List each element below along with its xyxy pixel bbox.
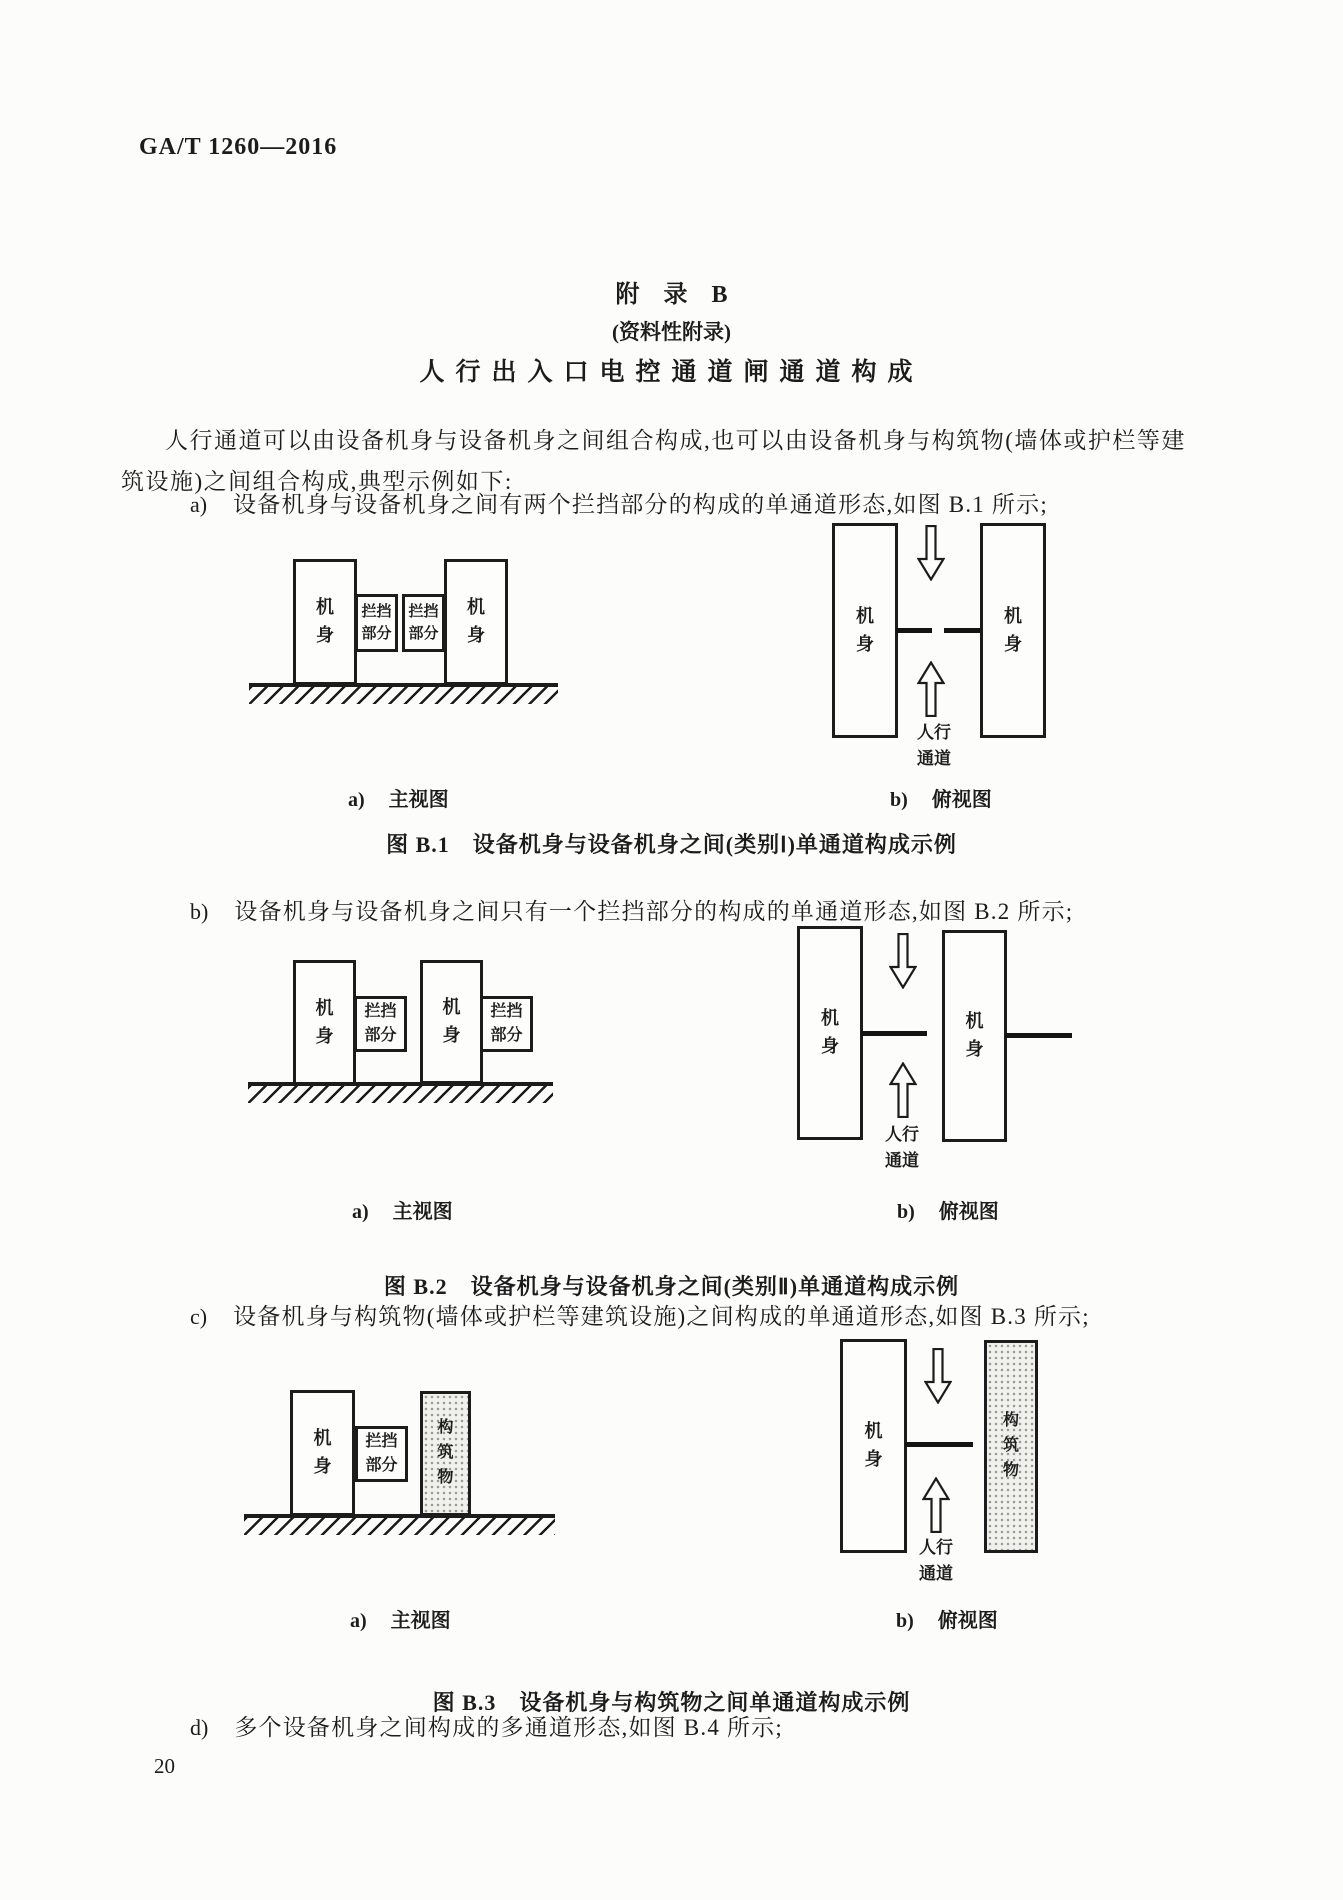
up-arrow-icon [889, 1062, 917, 1118]
machine-body-box [293, 960, 356, 1085]
machine-body-box [797, 926, 863, 1140]
list-item-b [190, 893, 1073, 926]
front-view-caption: a) 主视图 [352, 1201, 453, 1223]
page-number: 20 [154, 1754, 175, 1778]
machine-body-box [840, 1339, 907, 1553]
top-view-caption: b) 俯视图 [890, 789, 992, 811]
machine-body-label: 机身 [856, 605, 874, 654]
list-text-a: 设备机身与设备机身之间有两个拦挡部分的构成的单通道形态,如图 B.1 所示; [233, 492, 1048, 517]
pedestrian-passage-label: 人行通道 [917, 723, 951, 768]
list-marker-c: c) [190, 1304, 208, 1329]
barrier-part-box [480, 996, 533, 1052]
barrier-part-label: 拦挡部分 [361, 603, 392, 642]
structure-label: 构筑物 [1002, 1412, 1019, 1479]
barrier-part-label: 拦挡部分 [364, 1003, 397, 1044]
machine-body-box [942, 930, 1007, 1142]
list-item-a [190, 486, 1048, 519]
front-view-caption: a) 主视图 [350, 1610, 451, 1632]
machine-body-label: 机身 [864, 1421, 883, 1469]
figure-b1-caption: 图 B.1 设备机身与设备机身之间(类别Ⅰ)单通道构成示例 [386, 832, 957, 857]
standard-code: GA/T 1260—2016 [139, 134, 338, 160]
machine-body-box [420, 960, 483, 1084]
appendix-heading: 人行出入口电控通道闸通道构成 [419, 359, 924, 386]
barrier-part-label: 拦挡部分 [490, 1003, 523, 1044]
barrier-flap-line [861, 1031, 927, 1036]
appendix-title: 附 录 B [615, 282, 728, 308]
machine-body-label: 机身 [1004, 605, 1022, 654]
machine-body-box [832, 523, 898, 738]
ground-hatch [244, 1518, 555, 1535]
machine-body-label: 机身 [315, 997, 334, 1046]
list-marker-a: a) [190, 492, 208, 517]
pedestrian-passage-label: 人行通道 [919, 1538, 953, 1583]
machine-body-label: 机身 [316, 597, 334, 645]
intro-line-1: 人行通道可以由设备机身与设备机身之间组合构成,也可以由设备机身与构筑物(墙体或护栏等建 [165, 428, 1186, 453]
barrier-part-box [402, 594, 445, 652]
machine-body-label: 机身 [313, 1428, 332, 1476]
list-marker-b: b) [190, 899, 209, 924]
down-arrow-icon [917, 525, 945, 581]
down-arrow-icon [889, 933, 917, 989]
list-text-d: 多个设备机身之间构成的多通道形态,如图 B.4 所示; [234, 1715, 783, 1740]
ground-hatch [249, 687, 558, 704]
list-text-c: 设备机身与构筑物(墙体或护栏等建筑设施)之间构成的单通道形态,如图 B.3 所示; [233, 1304, 1090, 1329]
machine-body-box [980, 523, 1046, 738]
barrier-flap-line [896, 628, 932, 633]
barrier-part-box [355, 1426, 408, 1482]
ground-hatch [248, 1086, 553, 1103]
appendix-subtitle: (资料性附录) [612, 320, 731, 344]
front-view-caption: a) 主视图 [348, 789, 449, 811]
barrier-part-box [355, 594, 398, 652]
list-text-b: 设备机身与设备机身之间只有一个拦挡部分的构成的单通道形态,如图 B.2 所示; [234, 899, 1074, 924]
pedestrian-passage-label: 人行通道 [885, 1125, 919, 1170]
list-item-d [190, 1709, 783, 1742]
list-item-c [190, 1298, 1090, 1331]
top-view-caption: b) 俯视图 [896, 1610, 998, 1632]
machine-body-box [293, 559, 357, 685]
list-marker-d: d) [190, 1715, 209, 1740]
top-view-caption: b) 俯视图 [897, 1201, 999, 1223]
barrier-part-label: 拦挡部分 [365, 1433, 398, 1474]
machine-body-label: 机身 [442, 997, 461, 1045]
barrier-flap-line [905, 1442, 973, 1447]
structure-box [984, 1340, 1038, 1553]
structure-box [420, 1391, 471, 1516]
barrier-part-box [354, 996, 407, 1052]
structure-label: 构筑物 [437, 1419, 454, 1486]
machine-body-box [290, 1390, 355, 1516]
machine-body-label: 机身 [821, 1008, 839, 1056]
barrier-flap-line [944, 628, 980, 633]
figure-b2-caption: 图 B.2 设备机身与设备机身之间(类别Ⅱ)单通道构成示例 [383, 1274, 960, 1299]
barrier-flap-line [1005, 1033, 1072, 1038]
up-arrow-icon [922, 1477, 950, 1533]
machine-body-label: 机身 [965, 1011, 984, 1059]
machine-body-label: 机身 [467, 597, 485, 645]
barrier-part-label: 拦挡部分 [408, 603, 439, 642]
up-arrow-icon [917, 661, 945, 717]
figure-b3-caption: 图 B.3 设备机身与构筑物之间单通道构成示例 [432, 1690, 911, 1715]
intro-line-2: 筑设施)之间组合构成,典型示例如下: [121, 469, 513, 494]
down-arrow-icon [924, 1348, 952, 1404]
machine-body-box [444, 559, 508, 685]
